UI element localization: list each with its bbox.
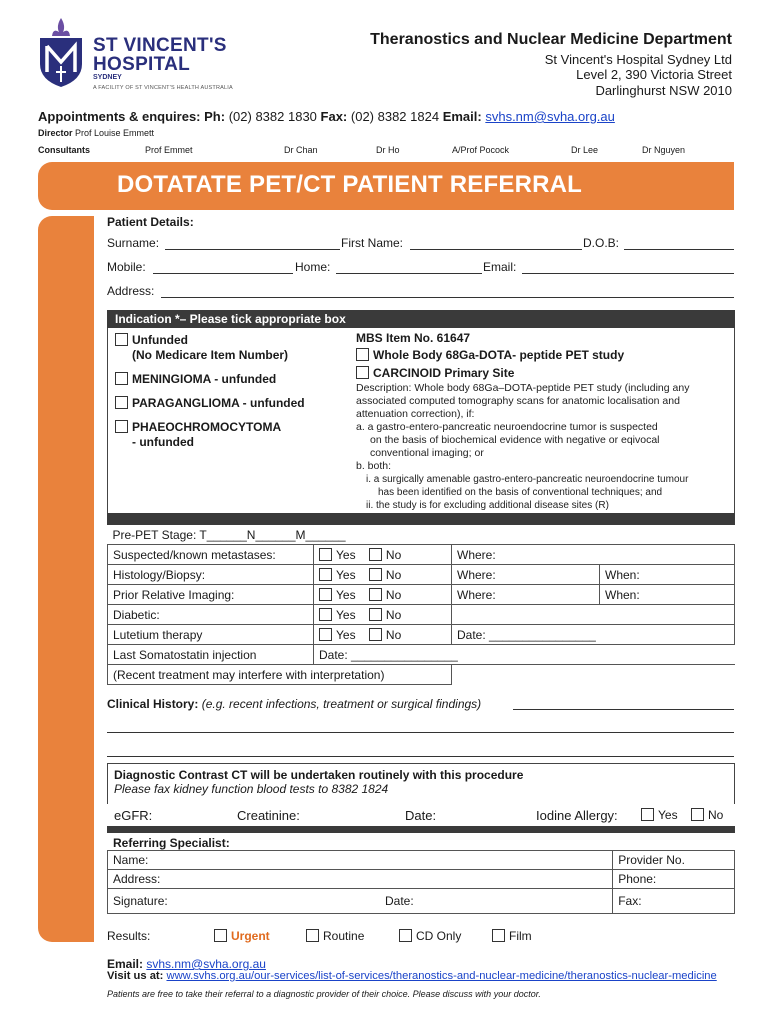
table-row: Histology/Biopsy: Yes No Where: When: — [108, 565, 735, 585]
indication-unfunded: Unfunded (No Medicare Item Number) — [115, 333, 288, 363]
urgent-checkbox[interactable] — [214, 929, 227, 942]
footer-note: Patients are free to take their referral to a diagnostic provider of their choice. Please discuss with your doctor. — [107, 989, 541, 999]
hospital-faculty: A FACILITY OF ST VINCENT'S HEALTH AUSTRALIA — [93, 85, 233, 91]
results-film: Film — [492, 929, 532, 943]
address-line-3: Darlinghurst NSW 2010 — [595, 83, 732, 98]
clinical-history-field-1[interactable] — [513, 709, 734, 710]
indication-phaeochromocytoma: PHAEOCHROMOCYTOMA - unfunded — [115, 420, 281, 450]
surname-label: Surname: — [107, 236, 160, 250]
lutetium-no-checkbox[interactable] — [369, 628, 382, 641]
surname-field[interactable] — [165, 249, 340, 250]
results-label: Results: — [107, 929, 151, 943]
whole-body-checkbox[interactable] — [356, 348, 369, 361]
table-row: Last Somatostatin injection Date: ________________ — [108, 645, 735, 665]
imaging-no-checkbox[interactable] — [369, 588, 382, 601]
provider-number-field[interactable]: Provider No. — [613, 851, 735, 870]
pre-pet-stage[interactable]: Pre-PET Stage: T______N______M______ — [108, 525, 735, 545]
hospital-sub: SYDNEY — [93, 74, 122, 81]
metastases-yes-checkbox[interactable] — [319, 548, 332, 561]
table-row: Suspected/known metastases: Yes No Where: — [108, 545, 735, 565]
indication-heading-bar: Indication *– Please tick appropriate box — [107, 310, 735, 328]
dob-field[interactable] — [624, 249, 734, 250]
page-title: DOTATATE PET/CT PATIENT REFERRAL — [117, 171, 583, 198]
patient-email-field[interactable] — [522, 273, 734, 274]
referrer-phone-field[interactable]: Phone: — [613, 870, 735, 889]
clinical-history-label: Clinical History: (e.g. recent infections, treatment or surgical findings) — [107, 697, 482, 711]
address-line-2: Level 2, 390 Victoria Street — [576, 67, 732, 82]
metastases-no-checkbox[interactable] — [369, 548, 382, 561]
results-urgent: Urgent — [214, 929, 270, 943]
results-cd-only: CD Only — [399, 929, 461, 943]
clinical-details-table — [107, 525, 735, 685]
egfr-label[interactable]: eGFR: — [114, 808, 153, 823]
film-checkbox[interactable] — [492, 929, 505, 942]
referrer-table — [107, 850, 735, 914]
iodine-no: No — [691, 808, 723, 822]
table-row — [108, 870, 735, 889]
mobile-label: Mobile: — [107, 260, 146, 274]
diabetic-yes-checkbox[interactable] — [319, 608, 332, 621]
indication-bottom-bar — [107, 513, 735, 525]
appointments-line: Appointments & enquires: Ph: (02) 8382 1830 Fax: (02) 8382 1824 Email: svhs.nm@svha.org.au — [38, 109, 615, 124]
referrer-fax-field[interactable]: Fax: — [613, 889, 735, 914]
option-carcinoid: CARCINOID Primary Site — [356, 366, 514, 381]
contrast-fax-note: Please fax kidney function blood tests to 8382 1824 — [114, 782, 389, 796]
indication-paraganglioma: PARAGANGLIOMA - unfunded — [115, 396, 305, 411]
contrast-notice: Diagnostic Contrast CT will be undertaken routinely with this procedure — [114, 768, 524, 782]
table-row — [108, 851, 735, 870]
iodine-no-checkbox[interactable] — [691, 808, 704, 821]
results-routine: Routine — [306, 929, 364, 943]
footer-website-link[interactable]: www.svhs.org.au/our-services/list-of-services/theranostics-and-nuclear-medicine/theranostics-nuclear-medicine — [166, 970, 717, 982]
patient-email-label: Email: — [483, 260, 517, 274]
clinical-history-field-3[interactable] — [107, 756, 734, 757]
signature-field[interactable]: Signature: — [108, 889, 381, 914]
iodine-yes: Yes — [641, 808, 678, 822]
diabetic-no-checkbox[interactable] — [369, 608, 382, 621]
table-row: Diabetic: Yes No — [108, 605, 735, 625]
appointments-email-link[interactable]: svhs.nm@svha.org.au — [485, 109, 615, 124]
referrer-address-field[interactable]: Address: — [108, 870, 613, 889]
department-title: Theranostics and Nuclear Medicine Department — [370, 31, 732, 48]
first-name-field[interactable] — [410, 249, 582, 250]
mobile-field[interactable] — [153, 273, 293, 274]
iodine-allergy-label: Iodine Allergy: — [536, 808, 618, 823]
hospital-name: ST VINCENT'S HOSPITAL — [93, 35, 227, 75]
indication-meningioma: MENINGIOMA - unfunded — [115, 372, 276, 387]
routine-checkbox[interactable] — [306, 929, 319, 942]
patient-details-heading: Patient Details: — [107, 215, 194, 229]
phaeochromocytoma-checkbox[interactable] — [115, 420, 128, 433]
first-name-label: First Name: — [341, 236, 404, 250]
home-label: Home: — [295, 260, 331, 274]
mbs-item-number: MBS Item No. 61647 — [356, 331, 471, 345]
paraganglioma-checkbox[interactable] — [115, 396, 128, 409]
option-whole-body: Whole Body 68Ga-DOTA- peptide PET study — [356, 348, 624, 363]
meningioma-checkbox[interactable] — [115, 372, 128, 385]
lutetium-yes-checkbox[interactable] — [319, 628, 332, 641]
table-row: Prior Relative Imaging: Yes No Where: When: — [108, 585, 735, 605]
footer-email: Email: svhs.nm@svha.org.au — [107, 957, 266, 971]
ct-date-label[interactable]: Date: — [405, 808, 437, 823]
table-row — [108, 889, 735, 914]
footer-visit: Visit us at: www.svhs.org.au/our-services/list-of-services/theranostics-and-nuclear-medicine/theranostics-nuclear-medicine — [107, 970, 717, 982]
histology-no-checkbox[interactable] — [369, 568, 382, 581]
referring-specialist-heading: Referring Specialist: — [113, 836, 230, 850]
table-row: (Recent treatment may interfere with interpretation) — [108, 665, 735, 685]
address-label: Address: — [107, 284, 155, 298]
histology-yes-checkbox[interactable] — [319, 568, 332, 581]
director-line: Director Prof Louise Emmett — [38, 128, 155, 138]
footer-email-link[interactable]: svhs.nm@svha.org.au — [146, 957, 266, 971]
imaging-yes-checkbox[interactable] — [319, 588, 332, 601]
clinical-history-field-2[interactable] — [107, 732, 734, 733]
mbs-description: Description: Whole body 68Ga–DOTA-peptide PET study (including any associated computed tomography scans for anatomic localisation and attenuation correction), if: a. a gastro-entero-pancreatic neuroendocrine tumor is suspected on the basis of biochemical evidence with negative or eqivocal conventional imaging; or b. both: i. a surgically amenable gastro-entero-pancreatic neuroendocrine tumour has been identified on the basis of conventional techniques; and ii. the study is for excluding additional disease sites (R) — [356, 382, 690, 511]
side-accent-bar — [38, 216, 94, 942]
creatinine-label[interactable]: Creatinine: — [237, 808, 300, 823]
referrer-date-field[interactable]: Date: — [380, 889, 613, 914]
patient-address-field[interactable] — [161, 297, 734, 298]
iodine-yes-checkbox[interactable] — [641, 808, 654, 821]
dob-label: D.O.B: — [583, 236, 620, 250]
table-row: Lutetium therapy Yes No Date: ________________ — [108, 625, 735, 645]
address-line-1: St Vincent's Hospital Sydney Ltd — [544, 52, 732, 67]
home-field[interactable] — [336, 273, 482, 274]
hospital-crest-logo — [36, 16, 86, 88]
unfunded-checkbox[interactable] — [115, 333, 128, 346]
cd-only-checkbox[interactable] — [399, 929, 412, 942]
carcinoid-checkbox[interactable] — [356, 366, 369, 379]
contrast-bottom-bar — [107, 826, 735, 833]
referrer-name-field[interactable]: Name: — [108, 851, 613, 870]
